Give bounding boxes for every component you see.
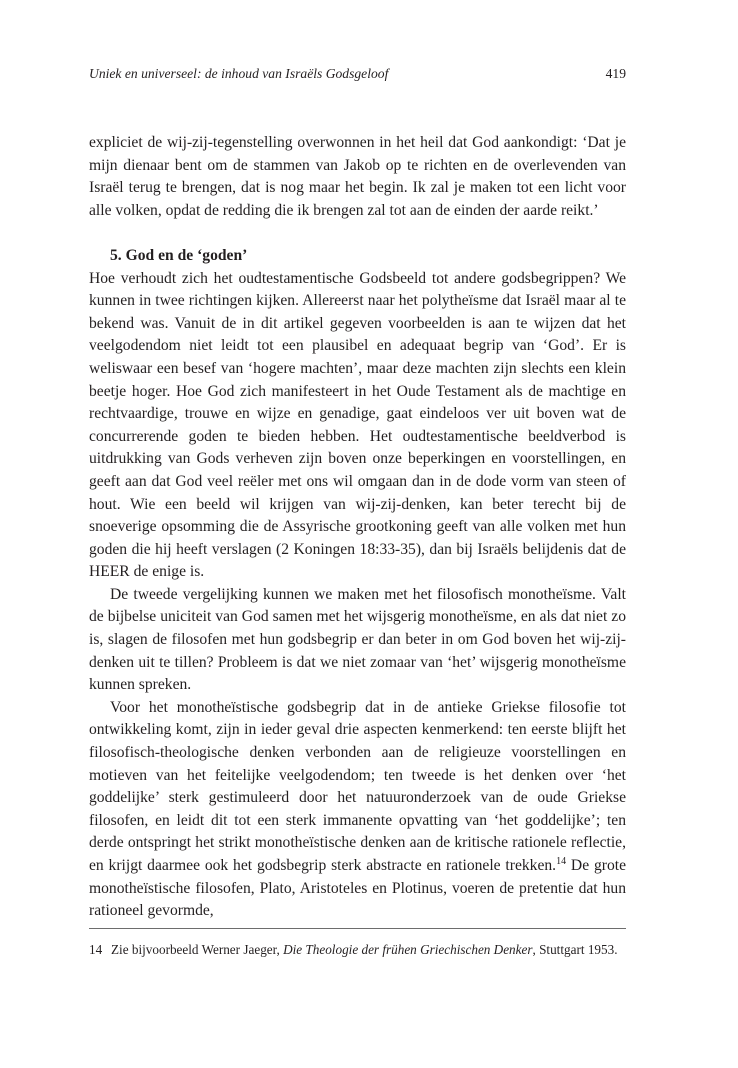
footnote-number: 14 — [89, 942, 103, 957]
paragraph-greek-philosophy — [89, 697, 626, 923]
footnote-reference[interactable]: 14 — [556, 855, 567, 867]
footnote — [89, 940, 626, 959]
footnote-text-after: , Stuttgart 1953. — [532, 942, 618, 957]
paragraph-continuation: expliciet de wij-zij-tegenstelling overwonnen in het heil dat God aankondigt: ‘Dat je mijn dienaar bent om de stammen van Jakob op te richten en de overlevenden van Israël terug te brengen, dat is nog maar het begin. Ik zal je maken tot een licht voor alle volken, opdat de redding die ik brengen zal tot aan de einden der aarde reikt.’ — [89, 134, 626, 219]
paragraph-philosophical-monotheism: De tweede vergelijking kunnen we maken met het filosofisch monotheïsme. Valt de bijbelse uniciteit van God samen met het wijsgerig monotheïsme, en als dat niet zo is, slagen de filosofen met hun godsbegrip er dan beter in om God boven het wij-zij-denken uit te tillen? Probleem is dat we niet zomaar van ‘het’ wijsgerig monotheïsme kunnen spreken. — [89, 585, 626, 694]
footnote-text — [111, 940, 626, 959]
paragraph-text-part2: De grote monotheïstische filosofen, Plato, Aristoteles en Plotinus, voeren de pretentie dat hun rationeel gevormde, — [89, 857, 626, 920]
footnote-book-title: Die Theologie der frühen Griechischen Denker — [283, 942, 533, 957]
body-text — [89, 132, 626, 923]
section-heading: 5. God en de ‘goden’ — [110, 246, 248, 264]
footnote-divider — [89, 928, 626, 929]
paragraph-polytheism: Hoe verhoudt zich het oudtestamentische Godsbeeld tot andere godsbegrippen? We kunnen in twee richtingen kijken. Allereerst naar het polytheïsme dat Israël maar al te bekend was. Vanuit de in dit artikel gegeven voorbeelden is aan te wijzen dat het veelgodendom niet leidt tot een plausibel en adequaat begrip van ‘God’. Er is weliswaar een besef van ‘hogere machten’, maar deze machten zijn slechts een klein beetje hoger. Hoe God zich manifesteert in het Oude Testament als de machtige en rechtvaardige, trouwe en wijze en genadige, gaat eindeloos ver uit boven wat de concurrerende goden te bieden hebben. Het oudtestamentische beeldverbod is uitdrukking van Gods verheven zijn boven onze beperkingen en voorstellingen, en geeft aan dat God veel reëler met ons wil omgaan dan in de dode vorm van steen of hout. Wie een beeld wil krijgen van wij-zij-denken, kan beter terecht bij de snoeverige opsomming die de Assyrische grootkoning geeft van alle volken met hun goden die hij heeft verslagen (2 Koningen 18:33-35), dan bij Israëls belijdenis dat de HEER de enige is. — [89, 269, 626, 581]
footnote-text-before: Zie bijvoorbeeld Werner Jaeger, — [111, 942, 284, 957]
running-title: Uniek en universeel: de inhoud van Israëls Godsgeloof — [89, 66, 389, 81]
paragraph-text-part1: Voor het monotheïstische godsbegrip dat in de antieke Griekse filosofie tot ontwikkeling komt, zijn in ieder geval drie aspecten kenmerkend: ten eerste blijft het filosofisch-theologische denken verbonden aan de religieuze voorstellingen en motieven van het feitelijke veelgodendom; ten tweede is het denken over ‘het goddelijke’ sterk gestimuleerd door het natuuronderzoek van de oude Griekse filosofen, en leidt dit tot een sterk immanente opvatting van ‘het goddelijke’; ten derde ontspringt het strikt monotheïstische denken aan de kritische rationele reflectie, en krijgt daarmee ook het godsbegrip sterk abstracte en rationele trekken. — [89, 698, 626, 874]
running-head — [89, 64, 626, 84]
book-page — [89, 0, 626, 1068]
page-number: 419 — [605, 66, 626, 81]
